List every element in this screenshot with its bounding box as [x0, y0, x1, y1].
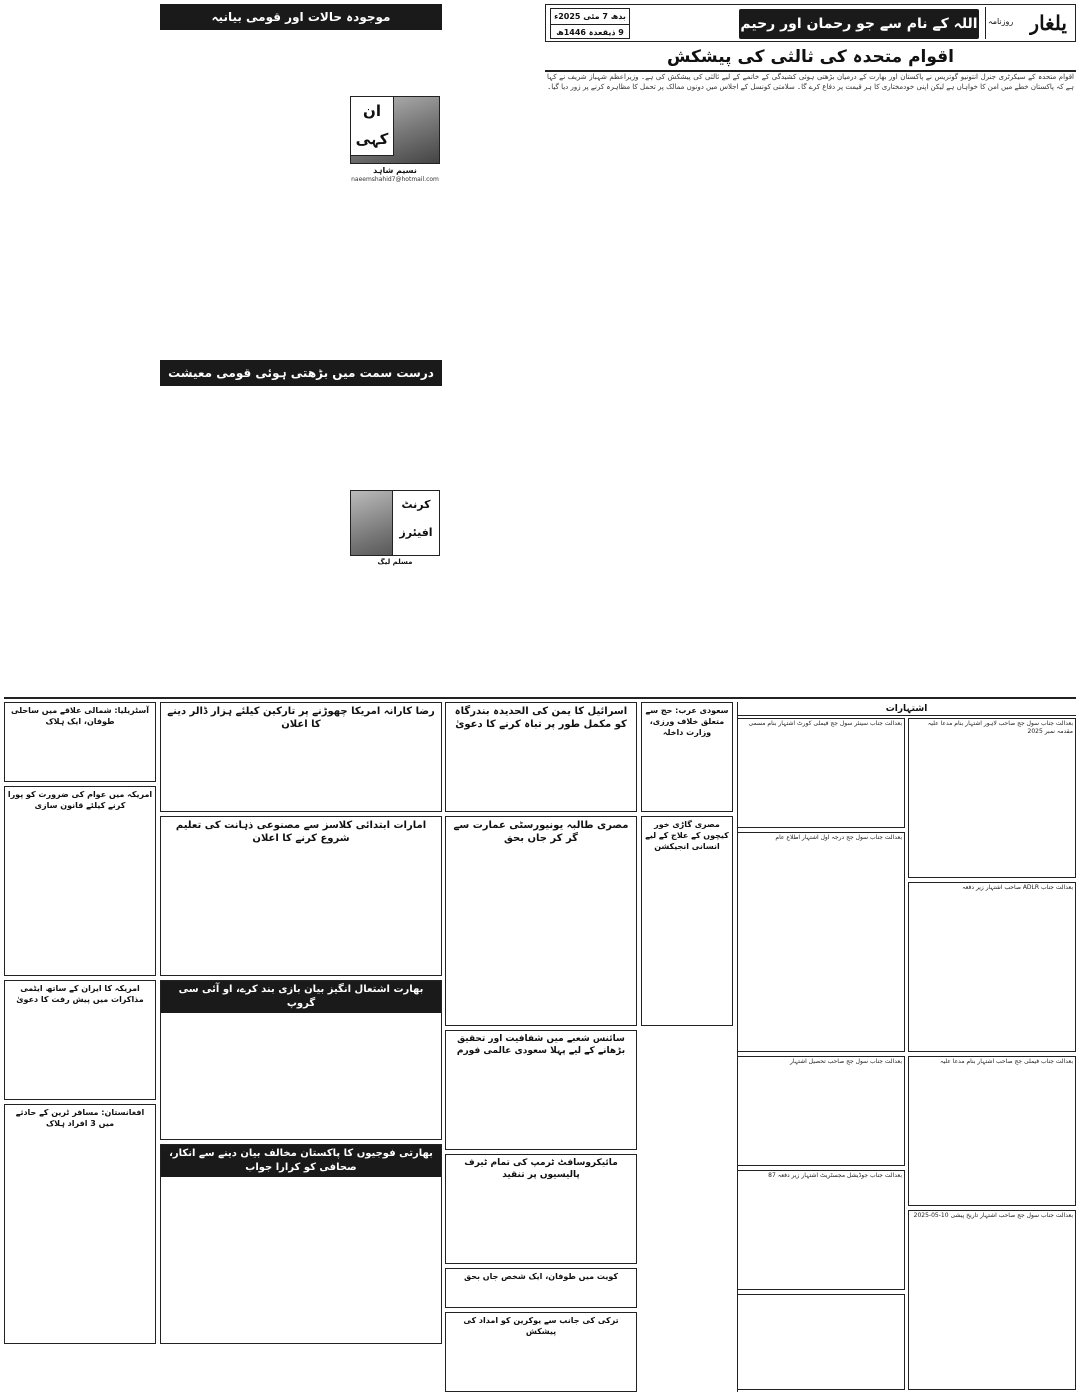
paper-label: روزنامہ [988, 17, 1014, 26]
news-item-6 [160, 980, 442, 1140]
paper-name-block [985, 7, 1071, 39]
column-2-author: مسلم لیگ [377, 558, 413, 566]
box-small-1-text: امریکہ کا ایران کے ساتھ ایٹمی مذاکرات میں پیش رفت کا دعویٰ [16, 984, 144, 1004]
news-item-2 [160, 702, 442, 812]
middle-text-1 [445, 4, 541, 356]
masthead [545, 4, 1076, 42]
news-8-headline: بھارتی فوجیوں کا پاکستان مخالف بیان دینے سے انکار، صحافی کو کرارا جواب [161, 1145, 441, 1177]
column-2-headline: درست سمت میں بڑھتی ہوئی قومی معیشت [160, 360, 442, 386]
news-7-headline: مائیکروسافٹ ٹرمپ کی تمام ٹیرف پالیسیوں پر تنقید [464, 1158, 618, 1180]
news-13-headline: افغانستان: مسافر ٹرین کے حادثے میں 3 افراد ہلاک [15, 1108, 145, 1128]
classifieds-title: اشتہارات [737, 702, 1076, 716]
columnist-label-1 [350, 96, 394, 156]
paper-name: یلغار [1029, 11, 1067, 35]
box-small-3 [445, 1312, 637, 1392]
news-item-11 [4, 786, 156, 976]
classified-ad: بعدالت جناب سول جج صاحب تحصیل اشتہار [737, 1056, 905, 1166]
box-small-2 [445, 1268, 637, 1308]
middle-text-2 [445, 360, 541, 690]
news-item-10 [641, 816, 733, 1026]
classified-ad [737, 1294, 905, 1390]
news-1-headline: اسرائیل کا یمن کی الحدیدہ بندرگاہ کو مکمل طور پر تباہ کرنے کا دعویٰ [454, 706, 628, 730]
box-small-2-text: کویت میں طوفان، ایک شخص جاں بحق [464, 1272, 618, 1281]
column-1-author: نسیم شاہد [373, 166, 417, 175]
news-9-headline: سعودی عرب: حج سے متعلق خلاف ورزی، وزارت داخلہ [645, 706, 729, 737]
classified-ad: بعدالت جناب ADLR صاحب اشتہار زیر دفعہ [908, 882, 1076, 1052]
far-left-text-2 [4, 360, 156, 690]
news-12-headline: آسٹریلیا: شمالی علاقے میں ساحلی طوفان، ایک ہلاک [11, 706, 149, 726]
lower-mid-text [641, 1030, 733, 1392]
news-item-12 [4, 702, 156, 782]
news-item-3 [445, 816, 637, 1026]
news-item-7 [445, 1154, 637, 1264]
news-6-headline: بھارت اشتعال انگیز بیان بازی بند کرے، او آئی سی گروپ [161, 981, 441, 1013]
column-1-headline: موجودہ حالات اور قومی بیانیہ [160, 4, 442, 30]
news-item-9 [641, 702, 733, 812]
classified-ad: بعدالت جناب سول جج صاحب اشتہار تاریخ پیشی 10-05-2025 [908, 1210, 1076, 1390]
far-left-text-1 [4, 4, 156, 356]
news-item-5 [445, 1030, 637, 1150]
column-1-kicker: ان کہی [355, 102, 389, 148]
news-4-headline: امارات ابتدائی کلاسز سے مصنوعی ذہانت کی تعلیم شروع کرنے کا اعلان [175, 820, 427, 844]
news-10-headline: مصری گاڑی خور کیچوں کے علاج کے لیے انسانی انجیکشن [645, 820, 729, 851]
classified-ad: بعدالت جناب سول جج صاحب لاہور اشتہار بنام مدعا علیہ مقدمہ نمبر 2025 [908, 718, 1076, 878]
lead-body: اقوام متحدہ کے سیکرٹری جنرل انتونیو گوتریس نے پاکستان اور بھارت کے درمیان بڑھتی ہوئی کشیدگی کے خاتمے کے لیے ثالثی کی پیشکش کی ہے۔ وزیراعظم شہباز شریف نے کہا ہے کہ پاکستان خطے میں امن کا خواہاں ہے لیکن اپنی خودمختاری کا ہر قیمت پر دفاع کرے گا۔ سلامتی کونسل کے اجلاس میں دونوں ممالک پر تحمل کا مظاہرہ کرنے پر زور دیا گیا۔ [547, 73, 1074, 91]
lead-headline: اقوام متحدہ کی ثالثی کی پیشکش [545, 44, 1076, 72]
date-gregorian: بدھ 7 مئی 2025ء [551, 9, 629, 25]
box-small-3-text: ترکی کی جانب سے یوکرین کو امداد کی پیشکش [463, 1316, 619, 1336]
date-hijri: 9 ذیقعدہ 1446ھ [556, 28, 624, 37]
news-item-8 [160, 1144, 442, 1344]
column-2-kicker: کرنٹ افیئرز [399, 498, 433, 539]
lead-story [545, 44, 1076, 694]
news-5-headline: سائنس شعبے میں شفافیت اور تحقیق بڑھانے کے لیے پہلا سعودی عالمی فورم [456, 1034, 626, 1056]
date-box [550, 8, 630, 39]
classifieds-section [737, 702, 1076, 1392]
bismillah-banner: اللہ کے نام سے جو رحمان اور رحیم [739, 9, 979, 39]
column-1-email: naeemshahid7@hotmail.com [351, 176, 439, 183]
box-small-1 [4, 980, 156, 1100]
news-item-13 [4, 1104, 156, 1344]
classified-ad: بعدالت جناب فیملی جج صاحب اشتہار بنام مدعا علیہ [908, 1056, 1076, 1206]
classified-ad: بعدالت جناب سول جج درجہ اول اشتہار اطلاع عام [737, 832, 905, 1052]
news-3-headline: مصری طالبہ یونیورسٹی عمارت سے گر کر جاں بحق [453, 820, 629, 844]
news-item-4 [160, 816, 442, 976]
columnist-label-2 [392, 490, 440, 556]
news-2-headline: رضا کارانہ امریکا چھوڑنے پر تارکین کیلئے ہزار ڈالر دینے کا اعلان [167, 706, 435, 730]
opinion-column-1 [160, 4, 442, 356]
horizontal-divider [4, 697, 1076, 699]
news-item-1 [445, 702, 637, 812]
classified-ad: بعدالت جناب سینئر سول جج فیملی کورٹ اشتہار بنام مسمی [737, 718, 905, 828]
news-11-headline: امریکہ میں عوام کی ضرورت کو پورا کرنے کیلئے قانون سازی [7, 790, 153, 810]
opinion-column-2 [160, 360, 442, 690]
classified-ad: بعدالت جناب جوڈیشل مجسٹریٹ اشتہار زیر دفعہ 87 [737, 1170, 905, 1290]
